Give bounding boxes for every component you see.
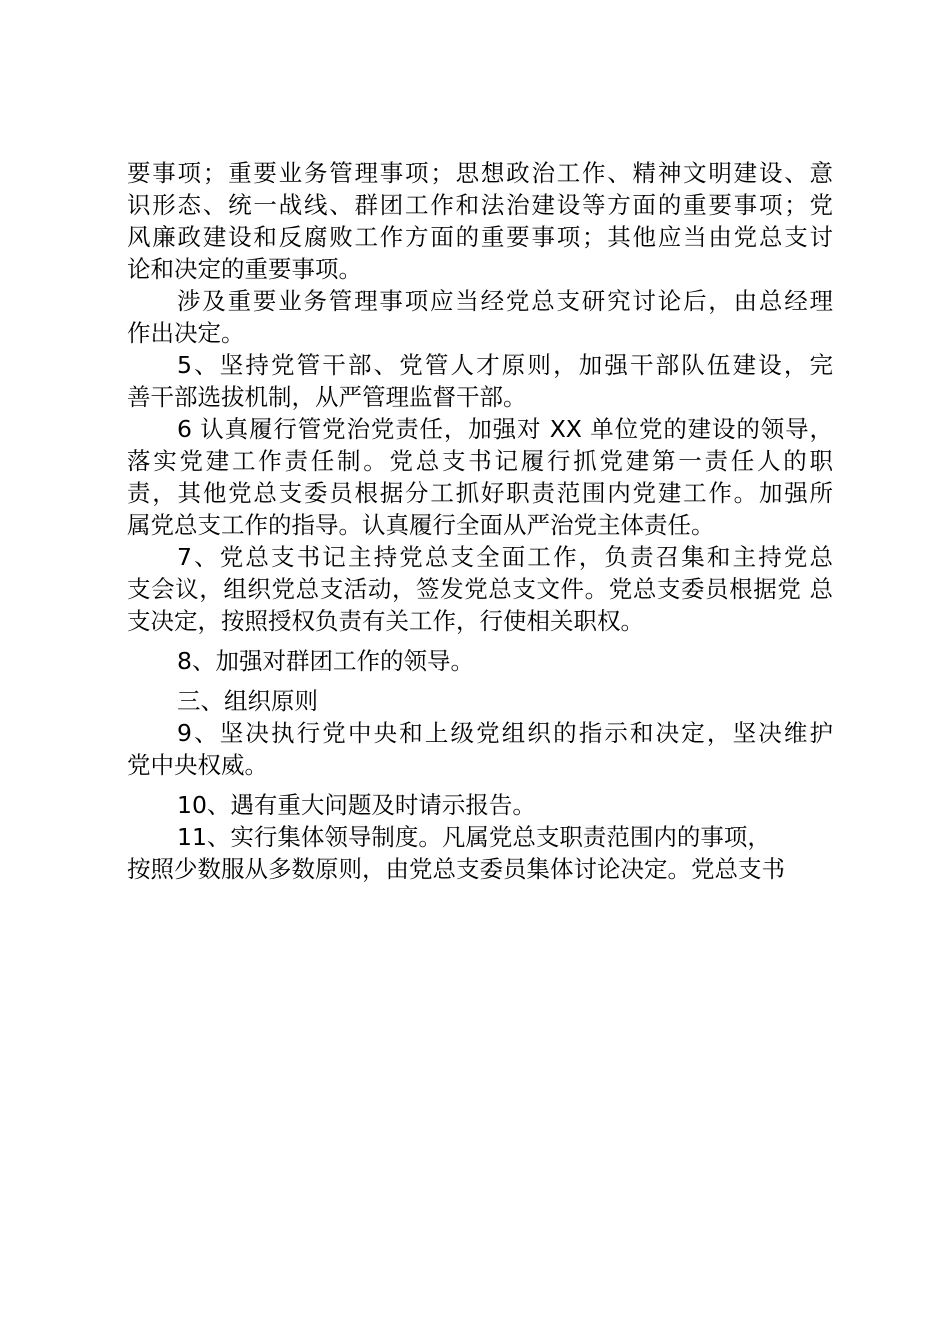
text-line: 涉及重要业务管理事项应当经党总支研究讨论后，由总经理 — [177, 287, 833, 315]
text-line: 风廉政建设和反腐败工作方面的重要事项；其他应当由党总支讨 — [127, 223, 833, 251]
text-line: 党中央权威。 — [127, 751, 268, 779]
text-line: 按照少数服从多数原则，由党总支委员集体讨论决定。党总支书 — [127, 855, 785, 883]
text-line: 属党总支工作的指导。认真履行全面从严治党主体责任。 — [127, 511, 715, 539]
text-line: 识形态、统一战线、群团工作和法治建设等方面的重要事项；党 — [127, 191, 833, 219]
text-line: 11、实行集体领导制度。凡属党总支职责范围内的事项， — [177, 823, 771, 851]
text-line: 9、坚决执行党中央和上级党组织的指示和决定，坚决维护 — [177, 719, 833, 747]
document-body — [127, 157, 833, 885]
text-line: 5、坚持党管干部、党管人才原则，加强干部队伍建设，完 — [177, 351, 833, 379]
text-line: 作出决定。 — [127, 319, 245, 347]
section-heading: 三、组织原则 — [177, 687, 318, 715]
text-line: 善干部选拔机制，从严管理监督干部。 — [127, 383, 527, 411]
text-line: 8、加强对群团工作的领导。 — [177, 647, 474, 675]
text-line: 论和决定的重要事项。 — [127, 255, 362, 283]
text-line: 责，其他党总支委员根据分工抓好职责范围内党建工作。加强所 — [127, 479, 833, 507]
text-line: 要事项；重要业务管理事项；思想政治工作、精神文明建设、意 — [127, 159, 833, 187]
text-line: 10、遇有重大问题及时请示报告。 — [177, 791, 536, 819]
text-line: 支会议，组织党总支活动，签发党总支文件。党总支委员根据党 总 — [127, 575, 833, 603]
text-line: 6 认真履行管党治党责任，加强对 XX 单位党的建设的领导， — [177, 415, 833, 443]
text-line: 7、党总支书记主持党总支全面工作，负责召集和主持党总 — [177, 543, 833, 571]
text-line: 落实党建工作责任制。党总支书记履行抓党建第一责任人的职 — [127, 447, 833, 475]
text-line: 支决定，按照授权负责有关工作，行使相关职权。 — [127, 607, 644, 635]
